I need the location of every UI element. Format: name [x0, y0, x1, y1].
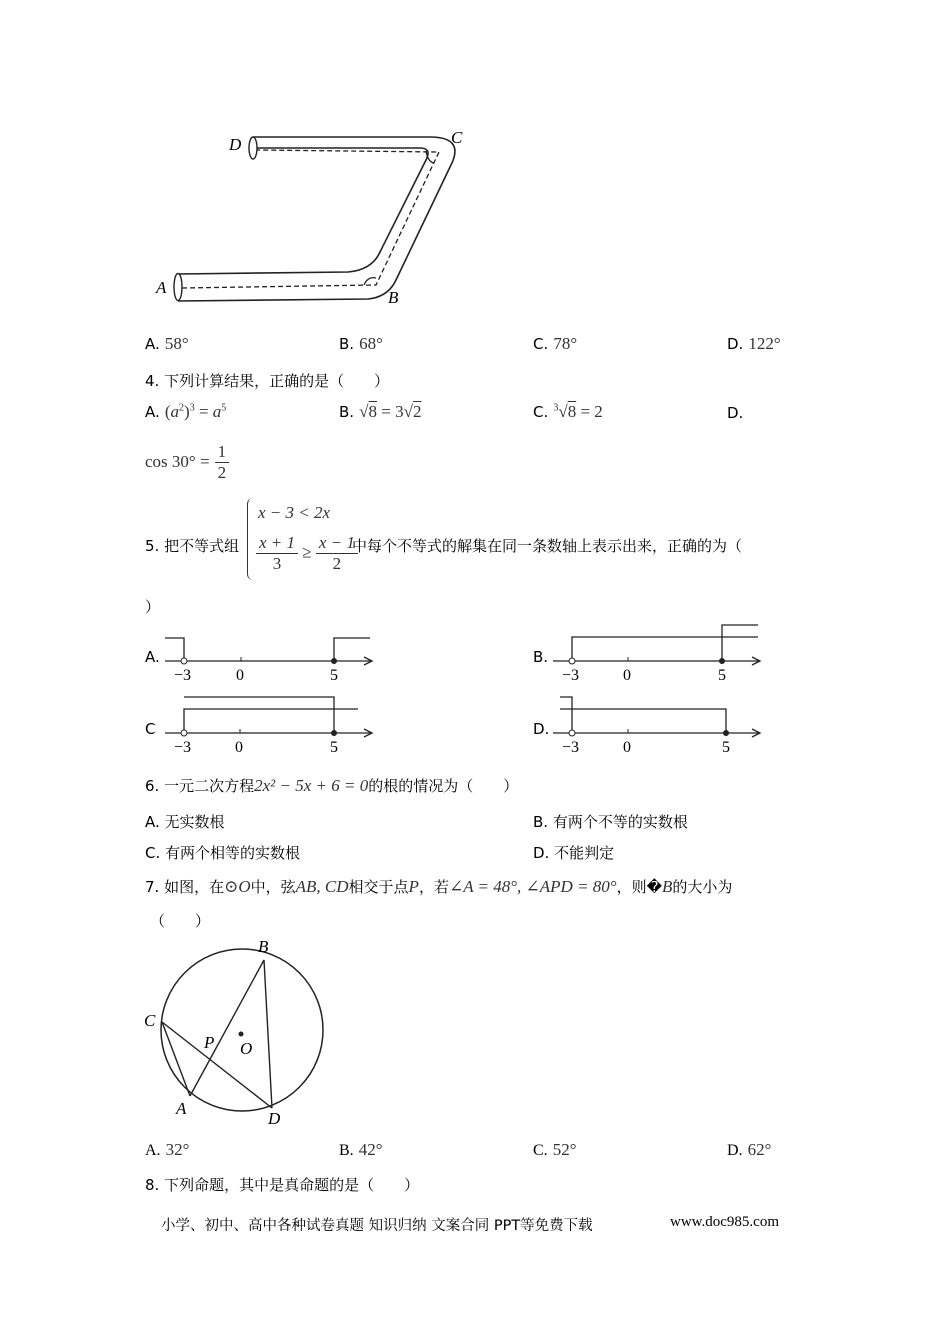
- q3-opt-a-label: A.: [145, 335, 160, 353]
- svg-text:A: A: [176, 1099, 187, 1118]
- pipe-end-d: [249, 137, 257, 159]
- svg-text:5: 5: [330, 667, 338, 684]
- label-a: A: [156, 278, 167, 297]
- q4-option-a: [145, 402, 226, 422]
- q4-opt-b-formula: √8 = 3√2: [359, 402, 422, 421]
- q4-opt-b-radicand: 8: [368, 402, 377, 421]
- q4-opt-a-label: A.: [145, 403, 160, 421]
- q4-opt-c-index: 3: [553, 402, 559, 414]
- q4-opt-d-lhs: cos 30° =: [145, 452, 210, 471]
- q5-numberline-a: [160, 630, 380, 686]
- q5-numberline-b: [548, 620, 768, 686]
- q4-opt-c-label: C.: [533, 403, 549, 421]
- q4-opt-b-rhs: = 3: [381, 402, 404, 421]
- svg-text:O: O: [240, 1039, 253, 1058]
- q7-option-c: C. 52°: [533, 1140, 577, 1159]
- label-d: D: [229, 135, 242, 154]
- q7-option-b: B. 42°: [339, 1140, 383, 1159]
- svg-text:−3: −3: [174, 667, 192, 684]
- q6-stem: 6. 一元二次方程2x² − 5x + 6 = 0的根的情况为（ ）: [145, 776, 519, 795]
- q4-option-d-formula: [145, 442, 229, 483]
- q4-opt-c-rhs: = 2: [580, 402, 603, 421]
- q4-opt-d-label: D.: [727, 404, 744, 422]
- q3-opt-a-value: 58°: [164, 334, 189, 353]
- q5-opt-d-label: D.: [533, 720, 550, 738]
- q5-stem-suffix: 中每个不等式的解集在同一条数轴上表示出来，正确的为（: [352, 537, 743, 555]
- label-b: B: [388, 288, 399, 307]
- q6-option-b: B. 有两个不等的实数根: [533, 813, 688, 831]
- q5-stem-close: ）: [145, 598, 161, 616]
- svg-text:0: 0: [623, 667, 631, 684]
- q3-opt-b-label: B.: [339, 335, 355, 353]
- footer-link[interactable]: www.doc985.com: [670, 1214, 780, 1230]
- svg-text:−3: −3: [562, 667, 580, 684]
- q6-equation: 2x² − 5x + 6 = 0: [254, 776, 369, 795]
- q7-paren: （ ）: [150, 912, 211, 930]
- q3-opt-b-value: 68°: [359, 334, 383, 353]
- q3-option-a: [145, 334, 189, 354]
- q4-opt-a-formula: $(a^2)^3 = a^5$: [164, 402, 227, 421]
- svg-text:D: D: [268, 1109, 281, 1128]
- q5-system-brace: [247, 498, 256, 580]
- q4-option-b: [339, 402, 421, 422]
- svg-text:0: 0: [623, 739, 631, 756]
- center-line: [182, 150, 439, 288]
- q3-option-b: [339, 334, 383, 354]
- q3-option-d: [727, 334, 781, 354]
- svg-text:0: 0: [236, 667, 244, 684]
- q6-option-d: D. 不能判定: [533, 844, 615, 862]
- q5-stem-prefix: 5. 把不等式组: [145, 537, 240, 555]
- q5-numberline-d: [548, 692, 768, 758]
- circle-figure: [140, 935, 340, 1130]
- q6-option-c: C. 有两个相等的实数根: [145, 844, 301, 862]
- q4-option-c: [533, 402, 603, 422]
- q7-option-d: D. 62°: [727, 1140, 772, 1159]
- q5-numberline-c: [160, 692, 380, 758]
- q7-stem: 7. 如图，在⊙O中，弦AB, CD相交于点P，若∠A = 48°, ∠APD = 80°，则�B的大小为: [145, 877, 733, 896]
- q5-opt-c-label: C: [145, 720, 156, 738]
- pipe-end-a: [174, 274, 182, 301]
- q5-inequality-1: x − 3 < 2x: [258, 503, 331, 522]
- svg-text:5: 5: [718, 667, 726, 684]
- q4-opt-c-formula: $^3$√8 = 2: [553, 402, 603, 421]
- svg-text:C: C: [144, 1011, 156, 1030]
- q4-stem: 4. 下列计算结果，正确的是（ ）: [145, 372, 390, 390]
- q3-opt-d-label: D.: [727, 335, 744, 353]
- label-c: C: [451, 128, 463, 147]
- q3-opt-c-value: 78°: [553, 334, 578, 353]
- q7-option-a: A. 32°: [145, 1140, 190, 1159]
- q4-opt-b-rad2: 2: [412, 402, 422, 421]
- angle-mark-b: [364, 278, 376, 285]
- q5-opt-a-label: A.: [145, 648, 160, 666]
- footer-text: 小学、初中、高中各种试卷真题 知识归纳 文案合同 PPT等免费下载: [161, 1218, 593, 1234]
- pipe-figure: [150, 120, 480, 315]
- q5-opt-b-label: B.: [533, 648, 549, 666]
- q8-stem: 8. 下列命题，其中是真命题的是（ ）: [145, 1176, 420, 1194]
- pipe-outline-outer: [178, 137, 455, 301]
- q3-opt-c-label: C.: [533, 335, 549, 353]
- q6-option-a: A. 无实数根: [145, 813, 225, 831]
- svg-text:B: B: [258, 937, 269, 956]
- q4-opt-b-label: B.: [339, 403, 355, 421]
- q3-opt-d-value: 122°: [748, 334, 781, 353]
- q5-inequality-2: $\frac{x + 1}{3}$ ≥ $\frac{x - 1}{2}$: [256, 533, 358, 574]
- q3-option-c: [533, 334, 577, 354]
- q4-opt-d-fraction: $\frac{1}{2}$: [215, 442, 230, 483]
- svg-text:0: 0: [235, 739, 243, 756]
- q4-opt-c-radicand: 8: [567, 402, 577, 421]
- svg-text:−3: −3: [562, 739, 580, 756]
- svg-text:−3: −3: [174, 739, 192, 756]
- svg-text:5: 5: [330, 739, 338, 756]
- svg-text:5: 5: [722, 739, 730, 756]
- svg-text:P: P: [204, 1033, 215, 1052]
